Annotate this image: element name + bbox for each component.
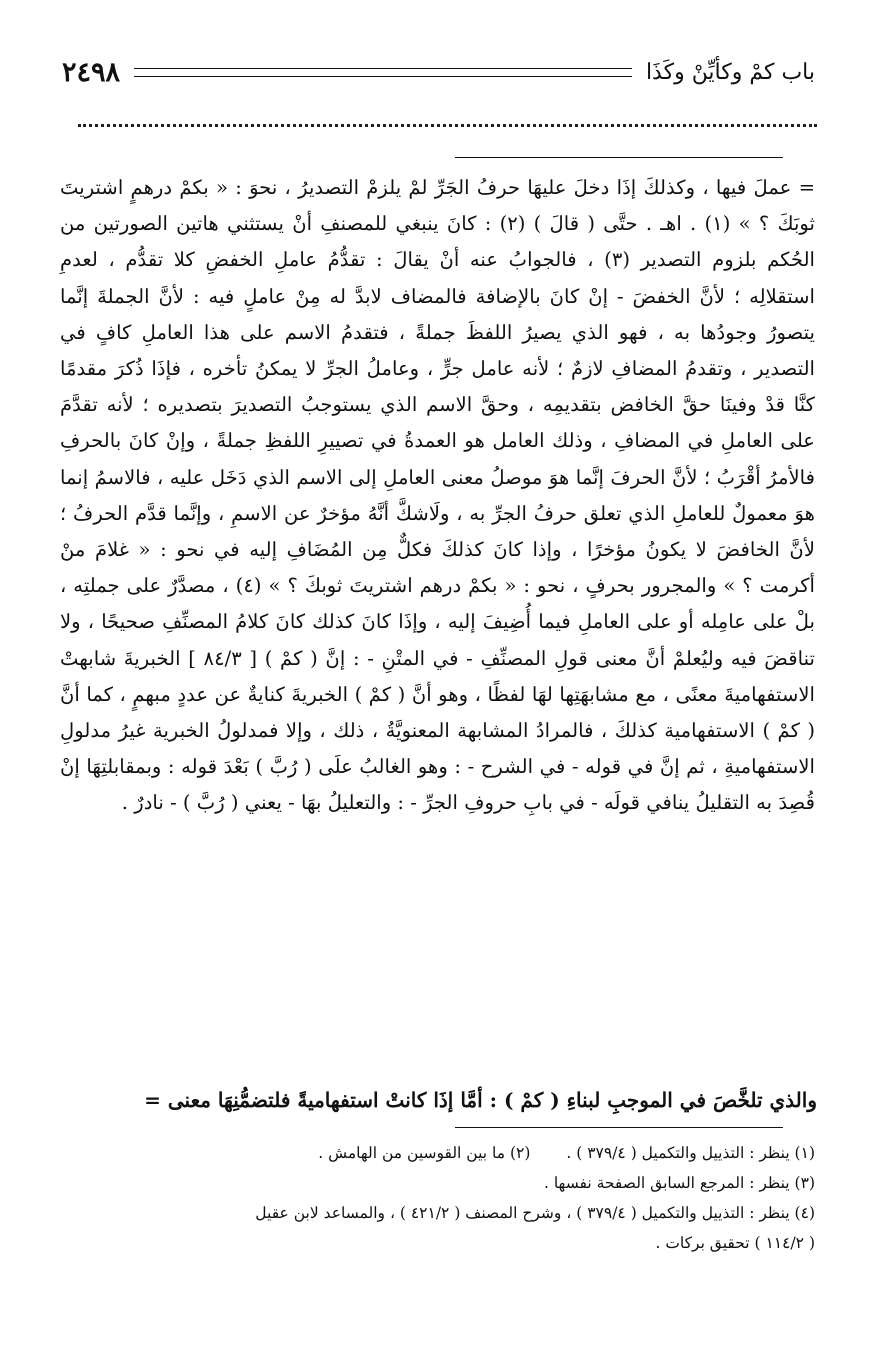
footnote-1: (١) ينظر : التذييل والتكميل ( ٣٧٩/٤ ) . <box>566 1144 815 1162</box>
closing-line: والذي تلخَّصَ في الموجبِ لبناءِ ( كمْ ) : أمَّا إذَا كانتْ استفهاميةً فلتضمُّنِهَا معنى = <box>144 1088 817 1112</box>
footnote-3: (٣) ينظر : المرجع السابق الصفحة نفسها . <box>543 1174 815 1192</box>
page-number: ٢٤٩٨ <box>62 56 121 88</box>
top-rule <box>455 157 783 158</box>
chapter-title: باب كمْ وكأيِّنْ وكَذَا <box>645 59 815 85</box>
footnotes <box>70 1138 815 1258</box>
body-paragraph: = عملَ فيها ، وكذلكَ إذَا دخلَ عليهَا حرفُ الجَرِّ لمْ يلزمْ التصديرُ ، نحوَ : « بكمْ درهمٍ اشتريتَ ثوبَكَ ؟ » (١) . اهـ . حتَّى ( قالَ ) (٢) : كانَ ينبغي للمصنفِ أنْ يستثني هاتين الصورتين من الحُكم بلزوم التصدير (٣) ، فالجوابُ عنه أنْ يقالَ : تقدُّمُ عاملِ الخفضِ كلا تقدُّم ، لعدمِ استقلالِه ؛ لأنَّ الخفضَ - إنْ كانَ بالإضافة فالمضاف لابدَّ له مِنْ عاملٍ فيه : لأنَّ الجملةَ إنَّما يتصورُ وجودُها به ، فهو الذي يصيرُ اللفظَ جملةً ، فتقدمُ الاسم على هذا العاملِ كافٍ في التصدير ، وتقدمُ المضافِ لازمٌ ؛ لأنه عامل جرٍّ ، وعاملُ الجرِّ لا يمكنُ تأخره ، فإذَا ذُكرَ مقدمًا كنَّا قدْ وفينَا حقَّ الخافض بتقديمِه ، وحقَّ الاسم الذي يستوجبُ التصديرَ بتصديره ؛ لأنه تقدَّمَ على العاملِ في المضافِ ، وذلك العامل هو العمدةُ في تصييرِ اللفظِ جملةً ، وإنْ كانَ بالحرفِ فالأمرُ أقْرَبُ ؛ لأنَّ الحرفَ إنَّما هوَ موصلُ معنى العاملِ إلى الاسم الذي دَخَل عليه ، فالاسمُ إنما هوَ معمولٌ للعاملِ الذي تعلق حرفُ الجرِّ به ، ولَاشكَّ أنَّهُ مؤخرٌ عن الاسمِ ، وإنَّما قدَّم الحرفُ ؛ لأنَّ الخافضَ لا يكونُ مؤخرًا ، وإذا كانَ كذلكَ فكلٌّ مِن المُضَافِ إليه في نحو : « غلامَ منْ أكرمت ؟ » والمجرور بحرفٍ ، نحو : « بكمْ درهم اشتريتَ ثوبكَ ؟ » (٤) ، مصدَّرٌ على جملتِه ، بلْ على عامِله أو على العاملِ فيما أُضِيفَ إليه ، وإذَا كانَ كذلك كانَ كلامُ المصنِّفِ صحيحًا ، ولا تناقضَ فيه وليُعلمْ أنَّ معنى قولِ المصنِّفِ - في المتْنِ - : إنَّ ( كمْ ) [ ٨٤/٣ ] الخبريةَ شابهتْ الاستفهاميةَ معنًى ، مع مشابهَتِها لهَا لفظًا ، وهو أنَّ ( كمْ ) الخبريةَ كنايةٌ عن عددٍ مبهمٍ ، كما أنَّ ( كمْ ) الاستفهامية كذلكَ ، فالمرادُ المشابهة المعنويَّةُ ، ذلك ، وإلا فمدلولُ الخبرية غيرُ مدلولِ الاستفهاميةِ ، ثم إنَّ في قوله - في الشرح - : وهو الغالبُ علَى ( رُبَّ ) بَعْدَ قوله : وبمقابلتِهَا إنْ قُصِدَ به التقليلُ ينافي قولَه - في بابِ حروفِ الجرِّ - : والتعليلُ بهَا - يعني ( رُبَّ ) - نادرٌ . <box>60 176 815 815</box>
footnote-2: (٢) ما بين القوسين من الهامش . <box>318 1144 531 1162</box>
footnote-4-line-2: ( ١١٤/٢ ) تحقيق بركات . <box>655 1234 815 1252</box>
dotted-separator <box>78 124 817 127</box>
footnote-separator <box>455 1127 783 1128</box>
header-double-rule <box>134 68 632 77</box>
footnote-4-line-1: (٤) ينظر : التذييل والتكميل ( ٣٧٩/٤ ) ، وشرح المصنف ( ٤٢١/٢ ) ، والمساعد لابن عقيل <box>255 1204 815 1222</box>
footnote-row <box>70 1138 815 1168</box>
main-text <box>60 170 815 822</box>
running-header <box>62 50 815 94</box>
